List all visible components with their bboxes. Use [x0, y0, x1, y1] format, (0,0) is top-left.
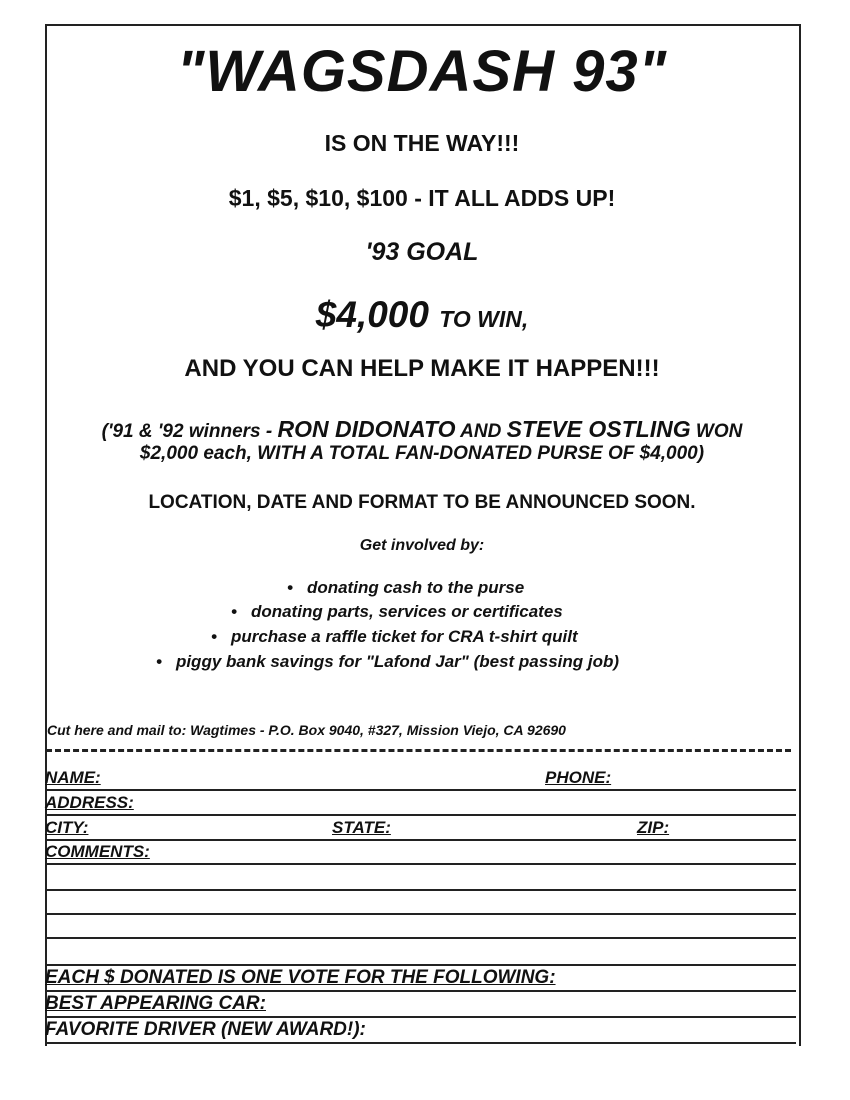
form-row-address[interactable]	[45, 790, 796, 816]
mail-to-address: Cut here and mail to: Wagtimes - P.O. Box 9040, #327, Mission Viejo, CA 92690	[47, 722, 566, 738]
comments-line[interactable]	[45, 913, 796, 939]
comments-label: COMMENTS:	[45, 842, 150, 861]
state-label: STATE:	[332, 818, 391, 837]
subtitle: IS ON THE WAY!!!	[324, 130, 520, 156]
comments-line[interactable]	[45, 940, 796, 966]
form-row-city[interactable]	[45, 815, 796, 841]
goal-amount: $4,000	[315, 294, 429, 335]
bullet-icon: •	[211, 627, 217, 646]
zip-label: ZIP:	[637, 818, 670, 837]
goal-line	[45, 294, 799, 336]
city-label: CITY:	[45, 818, 89, 837]
call-to-action: AND YOU CAN HELP MAKE IT HAPPEN!!!	[184, 355, 660, 382]
bullet-text: donating cash to the purse	[306, 578, 525, 597]
flyer-title: "WAGSDASH 93"	[176, 39, 668, 104]
form-row-best-car[interactable]	[45, 992, 796, 1018]
bullet-item	[211, 627, 578, 647]
bullet-text: purchase a raffle ticket for CRA t-shirt quilt	[230, 627, 578, 646]
favorite-driver-label: FAVORITE DRIVER (NEW AWARD!):	[45, 1019, 366, 1040]
vote-heading-row	[45, 966, 796, 992]
form-row-name[interactable]	[45, 765, 796, 791]
bullet-icon: •	[231, 602, 237, 621]
bullet-item	[287, 578, 524, 598]
goal-suffix: TO WIN,	[439, 306, 529, 332]
winners-won: WON	[690, 421, 743, 442]
form-row-comments[interactable]	[45, 839, 796, 865]
comments-line[interactable]	[45, 865, 796, 891]
get-involved-heading: Get involved by:	[359, 537, 485, 554]
bullet-text: donating parts, services or certificates	[250, 602, 563, 621]
comments-line[interactable]	[45, 889, 796, 915]
vote-heading: EACH $ DONATED IS ONE VOTE FOR THE FOLLOWING:	[45, 967, 556, 988]
bullet-icon: •	[156, 652, 162, 671]
winners-line-2: $2,000 each, WITH A TOTAL FAN-DONATED PURSE OF $4,000)	[139, 443, 705, 464]
bullet-item	[156, 652, 619, 672]
winner-1: RON DIDONATO	[277, 416, 456, 442]
winners-line-1	[45, 416, 799, 443]
phone-label: PHONE:	[545, 768, 612, 787]
goal-label: '93 GOAL	[365, 238, 479, 266]
tagline: $1, $5, $10, $100 - IT ALL ADDS UP!	[228, 185, 616, 211]
best-car-label: BEST APPEARING CAR:	[45, 993, 266, 1014]
name-label: NAME:	[45, 768, 101, 787]
announcement: LOCATION, DATE AND FORMAT TO BE ANNOUNCED SOON.	[148, 492, 696, 513]
address-label: ADDRESS:	[45, 793, 134, 812]
cut-line	[46, 749, 791, 752]
winners-prefix: ('91 & '92 winners -	[101, 421, 278, 442]
bullet-icon: •	[287, 578, 293, 597]
winners-and: AND	[455, 421, 507, 442]
form-row-favorite-driver[interactable]	[45, 1018, 796, 1044]
bullet-item	[231, 602, 563, 622]
winner-2: STEVE OSTLING	[506, 416, 691, 442]
bullet-text: piggy bank savings for "Lafond Jar" (best passing job)	[175, 652, 620, 671]
